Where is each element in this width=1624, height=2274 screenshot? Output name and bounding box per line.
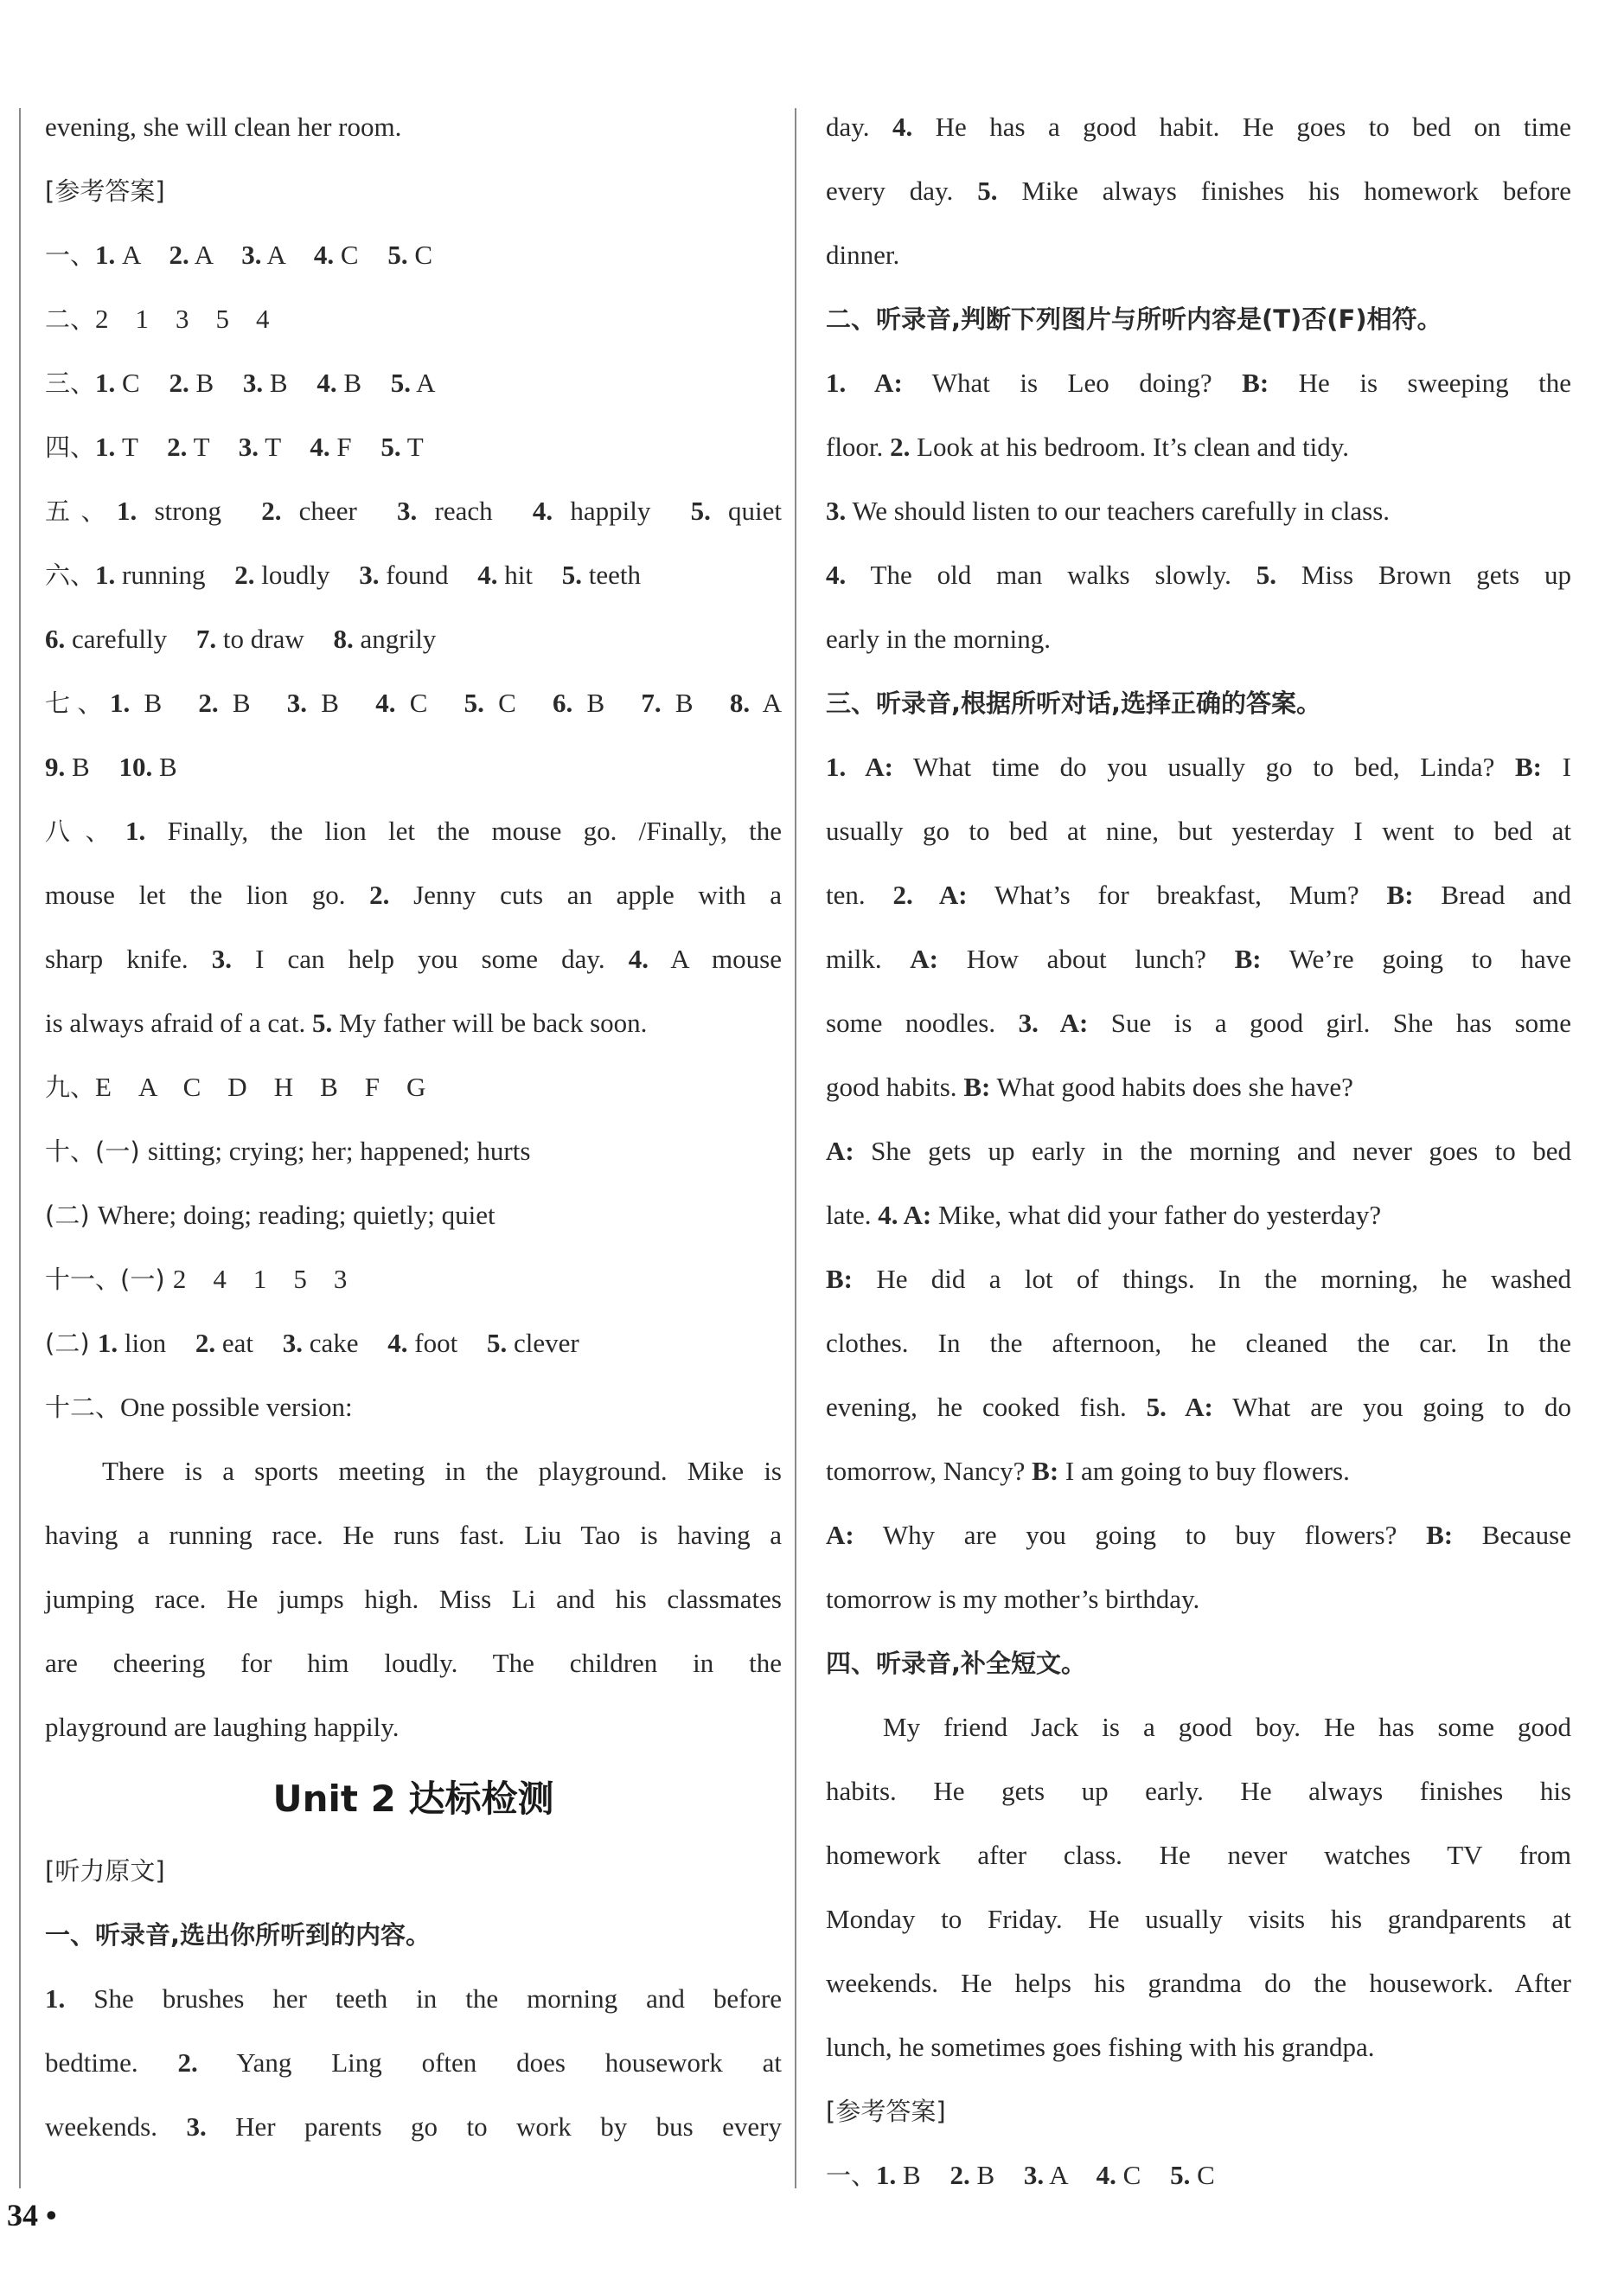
item-number: 4. — [532, 496, 553, 526]
line-text: every day. — [826, 176, 978, 206]
item-number: 5. A: — [1146, 1392, 1213, 1422]
line-text: Miss Brown gets up — [1276, 560, 1571, 590]
item-answer: C — [414, 240, 433, 270]
line-text: homework after class. He never watches TV from — [826, 1840, 1571, 1870]
right-line — [826, 415, 1571, 479]
line-text: evening, he cooked fish. — [826, 1392, 1147, 1422]
item-answer: A — [266, 240, 285, 270]
item-answer: hit — [504, 560, 533, 590]
item-answer: quiet — [728, 496, 783, 526]
line-text: What is Leo doing? — [902, 368, 1243, 398]
question-instruction: 三、听录音,根据所听对话,选择正确的答案。 — [826, 689, 1322, 718]
line-text: some noodles. — [826, 1008, 1019, 1038]
right-line — [826, 1247, 1571, 1311]
line-text: We should listen to our teachers carefully in class. — [846, 496, 1391, 526]
right-line — [826, 1503, 1571, 1567]
item-answer: B — [903, 2160, 921, 2190]
line-text: Mike, what did your father do yesterday? — [931, 1200, 1382, 1230]
section-number: 九、 — [45, 1073, 96, 1102]
item-answer: carefully — [72, 624, 168, 654]
right-line — [826, 735, 1571, 799]
item-number: 3. — [282, 1328, 303, 1358]
item-number: 4. — [387, 1328, 408, 1358]
right-line — [826, 223, 1571, 287]
right-line — [826, 1951, 1571, 2015]
left-line — [45, 863, 782, 927]
section-number: 二、 — [45, 304, 96, 334]
left-line — [45, 1903, 782, 1967]
item-number: 8. — [333, 624, 354, 654]
left-line — [45, 479, 782, 543]
item-number: 2. — [369, 880, 390, 910]
left-line — [45, 799, 782, 863]
right-line — [826, 479, 1571, 543]
item-number: 2. — [177, 2047, 198, 2078]
section-number: 六、 — [45, 560, 96, 590]
line-text: clothes. In the afternoon, he cleaned the car. In the — [826, 1328, 1571, 1358]
line-text: is always afraid of a cat. — [45, 1008, 313, 1038]
right-line — [826, 927, 1571, 991]
line-text: sharp knife. — [45, 944, 212, 974]
item-answer: A — [416, 368, 436, 398]
item-number: 5. — [464, 688, 484, 718]
left-line — [45, 1839, 782, 1903]
line-text: bedtime. — [45, 2047, 178, 2078]
left-line — [45, 2031, 782, 2095]
item-answer: B — [321, 688, 339, 718]
item-answer: Finally, the lion let the mouse go. /Finally, the — [167, 816, 783, 846]
item-number: 5. — [561, 560, 582, 590]
right-line — [826, 799, 1571, 863]
left-line — [45, 95, 782, 159]
item-number: 2. A: — [892, 880, 968, 910]
section-number: 十、(一) — [45, 1137, 148, 1166]
line-text: Look at his bedroom. It’s clean and tidy. — [910, 432, 1349, 462]
left-line — [45, 1439, 782, 1503]
left-line — [45, 287, 782, 351]
item-number: 6. — [45, 624, 66, 654]
right-line — [826, 1823, 1571, 1887]
section-number: 五、 — [45, 496, 117, 526]
item-number: 2. — [169, 368, 189, 398]
line-text: I am going to buy flowers. — [1058, 1456, 1350, 1486]
item-number: 5. — [312, 1008, 333, 1038]
item-answer: A — [1049, 2160, 1067, 2190]
right-line — [826, 1887, 1571, 1951]
item-number: 6. — [553, 688, 573, 718]
item-number: 3. — [238, 432, 259, 462]
left-line — [45, 415, 782, 479]
line-text: Her parents go to work by bus every — [206, 2111, 783, 2142]
item-answer: running — [122, 560, 206, 590]
item-number: 3. A: — [1018, 1008, 1089, 1038]
line-text: My father will be back soon. — [332, 1008, 648, 1038]
right-line — [826, 95, 1571, 159]
line-text: having a running race. He runs fast. Liu Tao is having a — [45, 1520, 782, 1550]
line-text: Because — [1453, 1520, 1572, 1550]
line-text: weekends. He helps his grandma do the housework. After — [826, 1968, 1571, 1998]
left-line — [45, 1119, 782, 1183]
right-line — [826, 2015, 1571, 2079]
section-number: 三、 — [45, 368, 96, 398]
item-answer: F — [336, 432, 352, 462]
item-number: 3. — [242, 368, 264, 398]
item-number: 1. — [95, 368, 116, 398]
line-text: milk. — [826, 944, 911, 974]
line-text: tomorrow is my mother’s birthday. — [826, 1584, 1200, 1614]
answer-text: Where; doing; reading; quietly; quiet — [97, 1200, 496, 1230]
item-number: 5. — [390, 368, 412, 398]
item-answer: T — [193, 432, 209, 462]
item-number: 1. — [116, 496, 137, 526]
item-answer: clever — [513, 1328, 579, 1358]
right-column — [826, 95, 1571, 2207]
item-answer: C — [409, 688, 428, 718]
right-line — [826, 351, 1571, 415]
line-text: He has a good habit. He goes to bed on time — [912, 112, 1572, 142]
right-line — [826, 287, 1571, 351]
item-number: 3. — [359, 560, 380, 590]
left-line — [45, 1967, 782, 2031]
item-number: 2. — [234, 560, 255, 590]
right-line — [826, 1631, 1571, 1695]
item-number: 2. — [195, 1328, 216, 1358]
item-number: 1. A: — [826, 368, 903, 398]
item-number: 4. — [892, 112, 913, 142]
answer-text: 2 1 3 5 4 — [95, 304, 270, 334]
right-line — [826, 1695, 1571, 1759]
item-number: 5. — [1170, 2160, 1191, 2190]
item-answer: reach — [434, 496, 493, 526]
item-number: B: — [1426, 1520, 1454, 1550]
item-answer: B — [586, 688, 605, 718]
line-text: ten. — [826, 880, 893, 910]
item-number: 4. — [826, 560, 847, 590]
line-text: Yang Ling often does housework at — [197, 2047, 782, 2078]
item-answer: A — [122, 240, 140, 270]
line-text: Why are you going to buy flowers? — [854, 1520, 1427, 1550]
right-line — [826, 863, 1571, 927]
item-number: 5. — [387, 240, 408, 270]
line-text: evening, she will clean her room. — [45, 112, 402, 142]
left-line — [45, 991, 782, 1055]
answer-text: sitting; crying; her; happened; hurts — [147, 1136, 531, 1166]
item-number: B: — [1386, 880, 1414, 910]
item-number: 1. — [45, 1983, 66, 2014]
line-text: playground are laughing happily. — [45, 1712, 400, 1742]
item-answer: B — [343, 368, 362, 398]
line-text: A mouse — [648, 944, 782, 974]
right-line — [826, 1375, 1571, 1439]
left-line — [45, 2095, 782, 2159]
item-number: 3. — [186, 2111, 207, 2142]
line-text: jumping race. He jumps high. Miss Li and his classmates — [45, 1584, 782, 1614]
right-line — [826, 159, 1571, 223]
item-answer: B — [144, 688, 163, 718]
item-answer: B — [158, 752, 177, 782]
section-number: 一、 — [45, 240, 96, 270]
item-answer: to draw — [222, 624, 304, 654]
item-number: B: — [1242, 368, 1269, 398]
line-text: What good habits does she have? — [990, 1072, 1353, 1102]
item-number: B: — [826, 1264, 853, 1294]
item-number: 3. — [826, 496, 847, 526]
line-text: lunch, he sometimes goes fishing with his grandpa. — [826, 2032, 1375, 2062]
left-line — [45, 1503, 782, 1567]
item-number: 2. — [890, 432, 911, 462]
section-number: 七、 — [45, 689, 110, 718]
item-number: 3. — [286, 688, 308, 718]
left-line — [45, 607, 782, 671]
right-line — [826, 671, 1571, 735]
item-number: 5. — [690, 496, 711, 526]
left-line — [45, 1183, 782, 1247]
item-answer: C — [1122, 2160, 1141, 2190]
item-number: 2. — [167, 432, 188, 462]
column-divider — [795, 108, 796, 2188]
item-answer: C — [1197, 2160, 1215, 2190]
item-answer: B — [675, 688, 694, 718]
item-answer: strong — [154, 496, 221, 526]
left-line — [45, 735, 782, 799]
line-text: Bread and — [1413, 880, 1572, 910]
right-line — [826, 1759, 1571, 1823]
line-text: He did a lot of things. In the morning, he washed — [853, 1264, 1571, 1294]
right-line — [826, 2079, 1571, 2143]
item-answer: happily — [570, 496, 651, 526]
item-number: B: — [963, 1072, 991, 1102]
item-number: B: — [1234, 944, 1262, 974]
right-line — [826, 1055, 1571, 1119]
line-text: Sue is a good girl. She has some — [1088, 1008, 1572, 1038]
right-line — [826, 607, 1571, 671]
item-answer: cake — [309, 1328, 359, 1358]
line-text: floor. — [826, 432, 891, 462]
line-text: How about lunch? — [938, 944, 1235, 974]
right-line — [826, 1119, 1571, 1183]
item-number: 5. — [1256, 560, 1276, 590]
line-text: day. — [826, 112, 892, 142]
line-text: dinner. — [826, 240, 900, 270]
right-line — [826, 991, 1571, 1055]
line-text: good habits. — [826, 1072, 964, 1102]
item-answer: T — [265, 432, 281, 462]
item-number: 9. — [45, 752, 66, 782]
item-number: 4. A: — [878, 1200, 932, 1230]
page-number: 34 • — [7, 2198, 57, 2232]
line-text: Mike always finishes his homework before — [997, 176, 1571, 206]
left-line — [45, 671, 782, 735]
answer-text: One possible version: — [120, 1392, 353, 1422]
item-number: 4. — [316, 368, 337, 398]
item-number: 4. — [477, 560, 498, 590]
item-answer: A — [194, 240, 213, 270]
item-number: A: — [826, 1136, 854, 1166]
item-number: 1. — [876, 2160, 897, 2190]
item-number: 5. — [380, 432, 401, 462]
left-margin-rule — [19, 108, 21, 2188]
item-number: 2. — [261, 496, 282, 526]
item-number: 10. — [118, 752, 153, 782]
section-number: 一、 — [826, 2161, 877, 2190]
item-answer: T — [406, 432, 424, 462]
item-answer: T — [122, 432, 138, 462]
left-column — [45, 95, 782, 2159]
left-line — [45, 543, 782, 607]
item-number: 4. — [313, 240, 335, 270]
answer-text: E A C D H B F G — [95, 1072, 426, 1102]
item-number: 4. — [375, 688, 396, 718]
item-number: 3. — [211, 944, 232, 974]
item-number: 1. A: — [826, 752, 893, 782]
item-answer: B — [976, 2160, 995, 2190]
line-text: weekends. — [45, 2111, 187, 2142]
line-text: He is sweeping the — [1269, 368, 1571, 398]
line-text: habits. He gets up early. He always finishes his — [826, 1776, 1571, 1806]
left-line — [45, 1567, 782, 1631]
question-instruction: 二、听录音,判断下列图片与所听内容是(T)否(F)相符。 — [826, 304, 1442, 334]
section-label: [听力原文] — [45, 1856, 165, 1886]
section-label: [参考答案] — [826, 2097, 946, 2126]
item-answer: B — [195, 368, 214, 398]
line-text: There is a sports meeting in the playground. Mike is — [102, 1456, 782, 1486]
item-answer: B — [269, 368, 288, 398]
item-number: 1. — [109, 688, 131, 718]
item-number: 4. — [628, 944, 649, 974]
line-text: What are you going to do — [1212, 1392, 1572, 1422]
section-number: (二) — [45, 1329, 98, 1358]
right-line — [826, 1567, 1571, 1631]
item-number: 2. — [169, 240, 189, 270]
line-text: are cheering for him loudly. The children in the — [45, 1648, 782, 1678]
right-line — [826, 1439, 1571, 1503]
item-number: 3. — [397, 496, 418, 526]
item-answer: B — [72, 752, 90, 782]
line-text: We’re going to have — [1261, 944, 1571, 974]
right-line — [826, 1311, 1571, 1375]
item-answer: lion — [124, 1328, 167, 1358]
left-line — [45, 1055, 782, 1119]
line-text: What time do you usually go to bed, Linda? — [892, 752, 1515, 782]
section-number: 四、 — [45, 432, 96, 462]
line-text: My friend Jack is a good boy. He has some good — [883, 1712, 1571, 1742]
item-number: 1. — [95, 432, 116, 462]
question-instruction: 四、听录音,补全短文。 — [826, 1649, 1087, 1678]
item-answer: C — [340, 240, 359, 270]
item-number: 2. — [949, 2160, 970, 2190]
section-number: 十一、(一) — [45, 1265, 173, 1294]
left-line — [45, 351, 782, 415]
item-number: 7. — [195, 624, 217, 654]
left-line — [45, 223, 782, 287]
item-answer: foot — [414, 1328, 458, 1358]
line-text: What’s for breakfast, Mum? — [967, 880, 1387, 910]
item-number: 7. — [641, 688, 662, 718]
item-number: 3. — [1023, 2160, 1045, 2190]
item-number: 1. — [125, 816, 146, 846]
item-number: 1. — [95, 560, 116, 590]
item-number: A: — [826, 1520, 854, 1550]
left-line — [45, 1375, 782, 1439]
left-line — [45, 1247, 782, 1311]
section-number: 八、 — [45, 817, 126, 846]
right-line — [826, 2143, 1571, 2207]
item-answer: loudly — [261, 560, 330, 590]
item-answer: C — [498, 688, 516, 718]
line-text: The old man walks slowly. — [846, 560, 1256, 590]
line-text: late. — [826, 1200, 879, 1230]
line-text: I can help you some day. — [232, 944, 629, 974]
item-answer: C — [122, 368, 140, 398]
item-number: 1. — [95, 240, 116, 270]
left-line — [45, 1311, 782, 1375]
line-text: Jenny cuts an apple with a — [389, 880, 782, 910]
right-line — [826, 543, 1571, 607]
line-text: early in the morning. — [826, 624, 1051, 654]
item-answer: cheer — [298, 496, 357, 526]
left-line — [45, 1695, 782, 1759]
item-number: B: — [1515, 752, 1542, 782]
section-number: 十二、 — [45, 1393, 121, 1422]
right-line — [826, 1183, 1571, 1247]
left-line — [45, 159, 782, 223]
item-number: 8. — [729, 688, 751, 718]
item-answer: B — [232, 688, 251, 718]
section-heading: Unit 2 达标检测 — [272, 1778, 554, 1820]
line-text: tomorrow, Nancy? — [826, 1456, 1033, 1486]
section-number: (二) — [45, 1201, 98, 1230]
line-text: She brushes her teeth in the morning and before — [65, 1983, 782, 2014]
item-number: 3. — [241, 240, 262, 270]
answer-text: 2 4 1 5 3 — [172, 1264, 348, 1294]
item-number: A: — [910, 944, 939, 974]
question-instruction: 一、听录音,选出你所听到的内容。 — [45, 1920, 432, 1950]
item-number: 4. — [1096, 2160, 1116, 2190]
item-answer: found — [386, 560, 449, 590]
line-text: She gets up early in the morning and never goes to bed — [854, 1136, 1571, 1166]
left-line — [45, 1631, 782, 1695]
item-number: B: — [1032, 1456, 1059, 1486]
item-number: 1. — [97, 1328, 118, 1358]
line-text: usually go to bed at nine, but yesterday I went to bed at — [826, 816, 1571, 846]
item-number: 4. — [310, 432, 330, 462]
left-line — [45, 927, 782, 991]
item-number: 2. — [198, 688, 219, 718]
item-answer: eat — [221, 1328, 253, 1358]
line-text: I — [1542, 752, 1571, 782]
item-number: 5. — [486, 1328, 508, 1358]
item-answer: angrily — [360, 624, 437, 654]
item-answer: A — [762, 688, 782, 718]
item-number: 5. — [977, 176, 998, 206]
line-text: Monday to Friday. He usually visits his grandparents at — [826, 1904, 1571, 1934]
item-answer: teeth — [588, 560, 641, 590]
section-label: [参考答案] — [45, 176, 165, 206]
line-text: mouse let the lion go. — [45, 880, 370, 910]
